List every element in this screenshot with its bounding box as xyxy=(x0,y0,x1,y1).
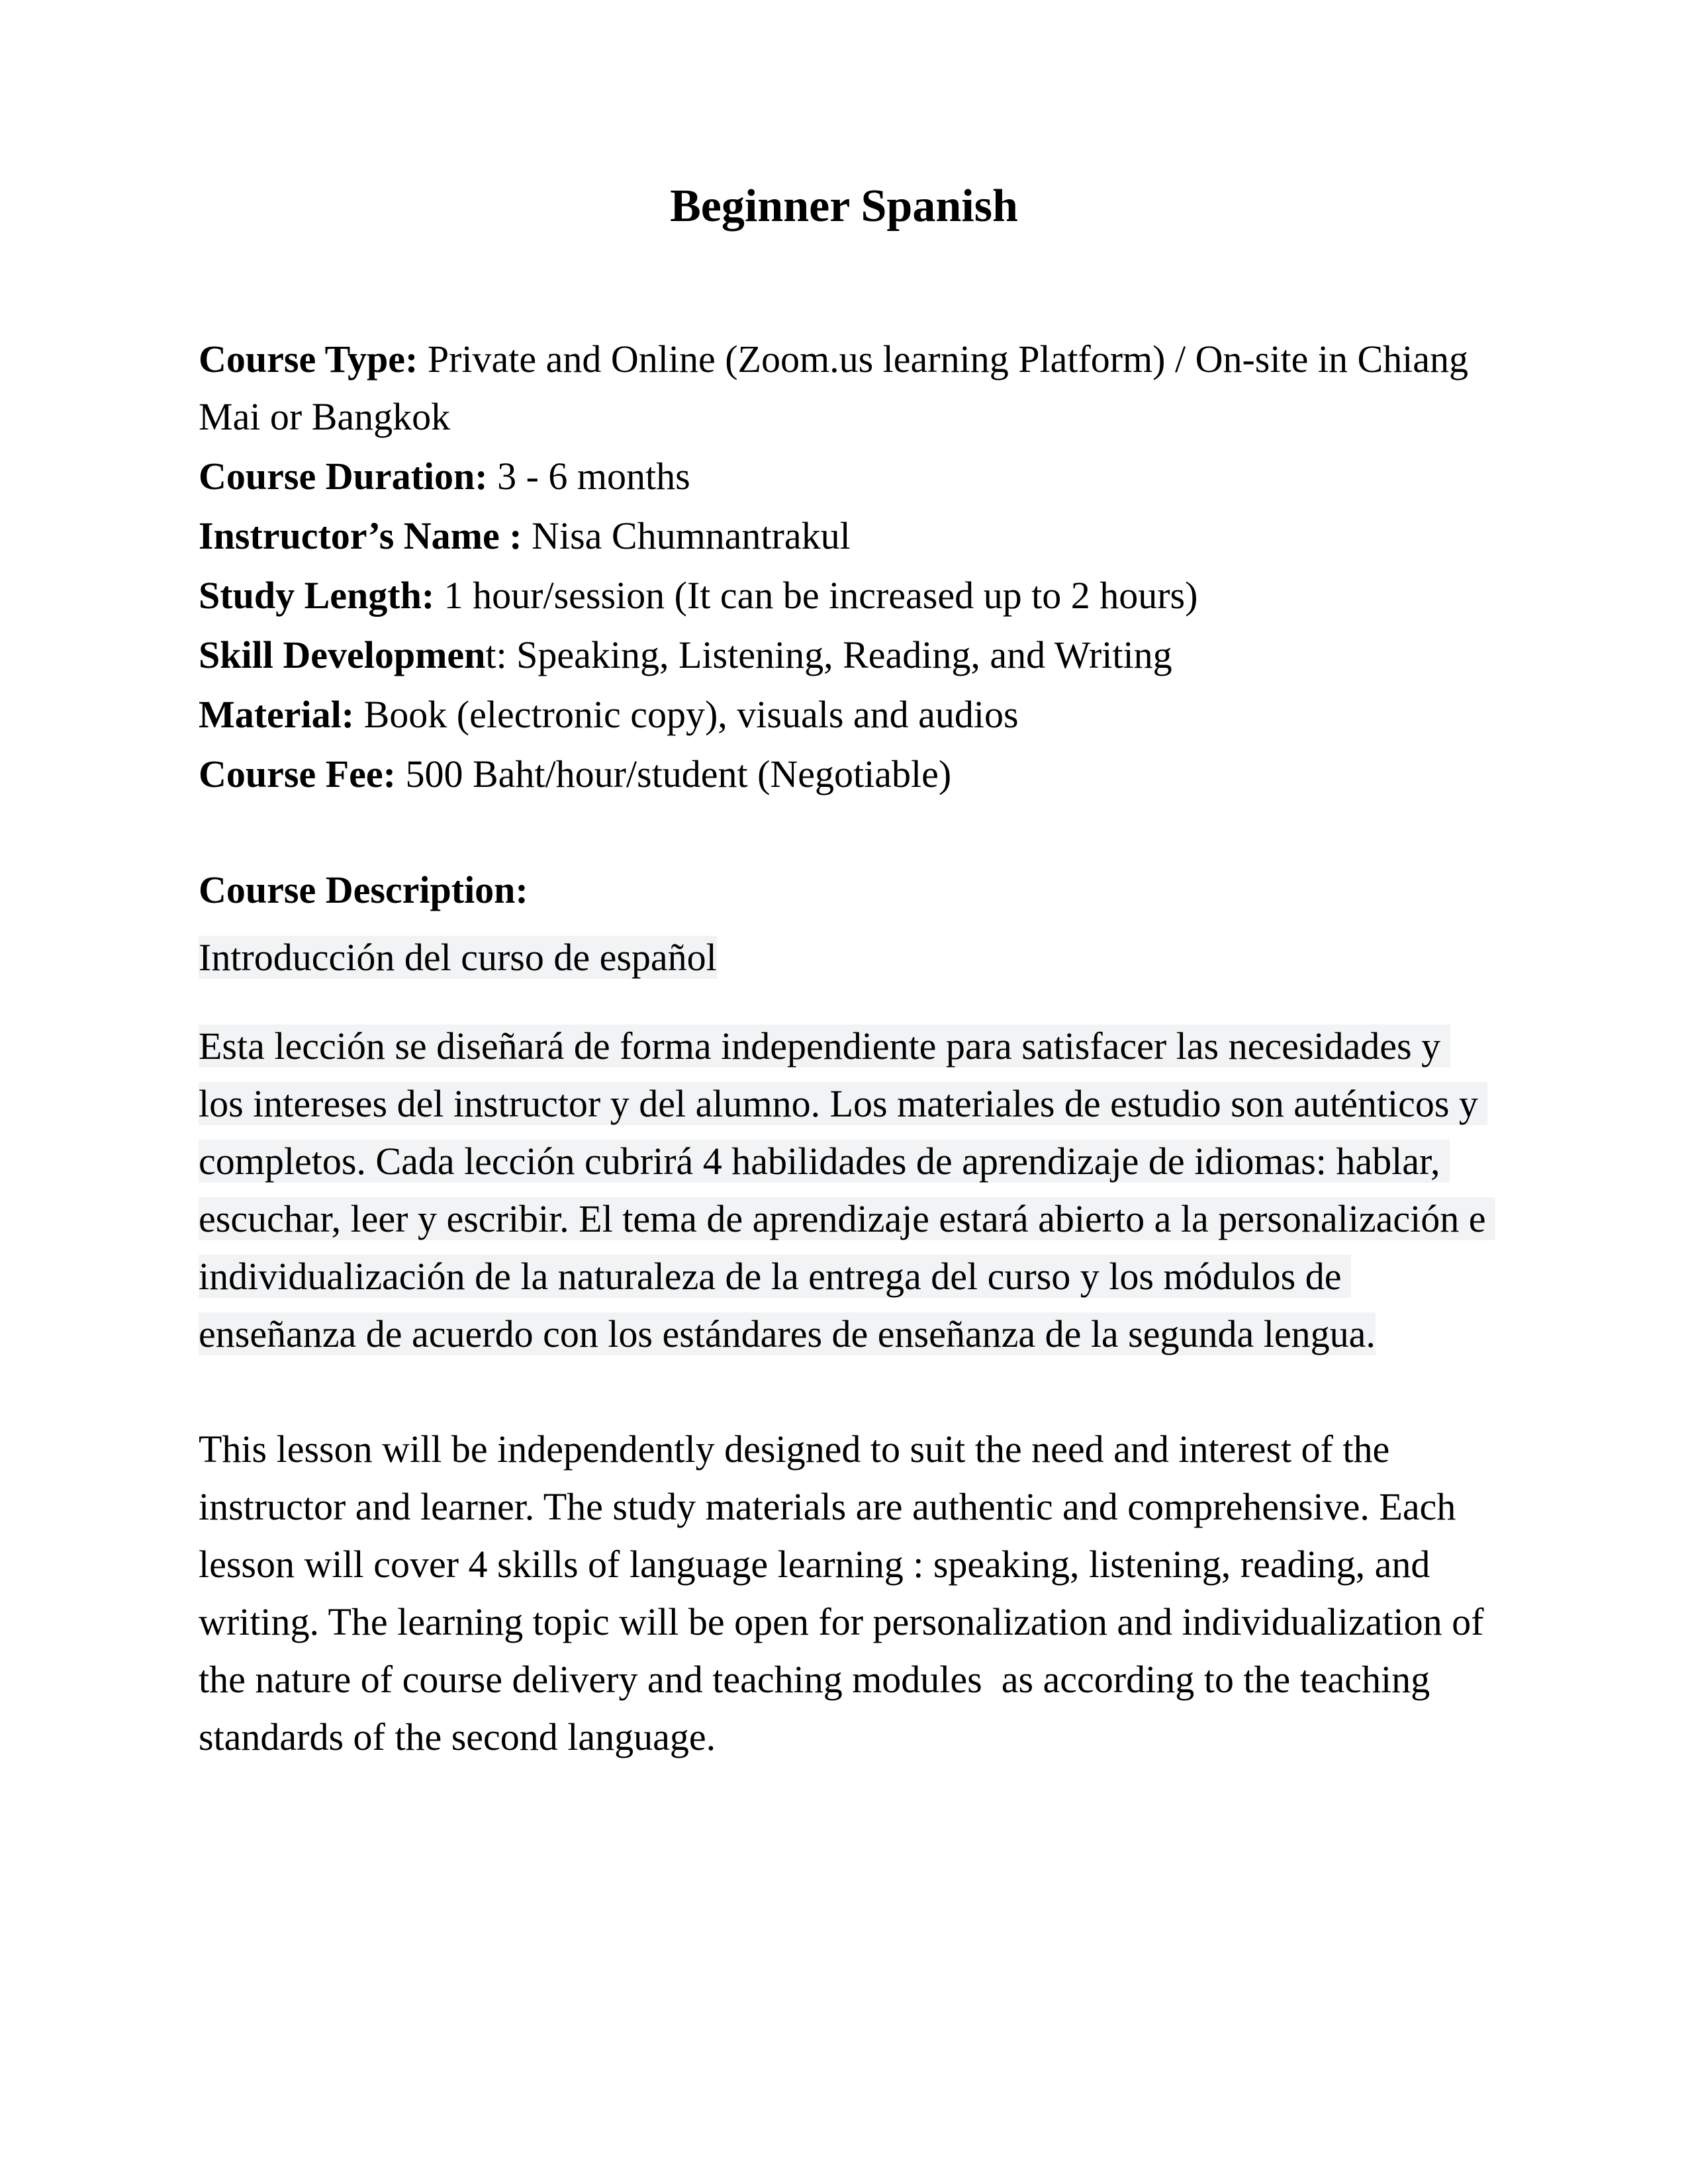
field-label: Study Length: xyxy=(199,574,435,617)
field-value: t: Speaking, Listening, Reading, and Writing xyxy=(485,633,1172,676)
field-value: Nisa Chumnantrakul xyxy=(522,514,851,557)
field-course-type xyxy=(199,330,1489,445)
field-instructor-name xyxy=(199,507,1489,565)
course-description-spanish xyxy=(199,1017,1495,1363)
field-label: Course Fee: xyxy=(199,752,396,796)
field-value: Book (electronic copy), visuals and audios xyxy=(354,693,1019,736)
course-intro-spanish xyxy=(199,929,1489,986)
field-label: Course Description: xyxy=(199,868,528,911)
field-label: Skill Developmen xyxy=(199,633,486,676)
highlighted-text: Introducción del curso de español xyxy=(199,936,717,979)
page-title: Beginner Spanish xyxy=(670,181,1018,232)
field-label: Instructor’s Name : xyxy=(199,514,522,557)
field-material xyxy=(199,686,1489,743)
field-label: Course Duration: xyxy=(199,455,488,498)
field-course-description-heading xyxy=(199,861,1489,919)
field-value: Private and Online (Zoom.us learning Platform) / On-site in Chiang Mai or Bangkok xyxy=(199,338,1478,438)
field-label: Material: xyxy=(199,693,355,736)
field-study-length xyxy=(199,567,1489,624)
field-skill-development xyxy=(199,626,1489,684)
highlighted-text: Esta lección se diseñará de forma independiente para satisfacer las necesidades y los intereses del instructor y del alumno. Los materiales de estudio son auténticos y completos. Cada lección cubrirá 4 habilidades de aprendizaje de idiomas: hablar, escuchar, leer y escribir. El tema de aprendizaje estará abierto a la personalización e individualización de la naturaleza de la entrega del curso y los módulos de enseñanza de acuerdo con los estándares de enseñanza de la segunda lengua. xyxy=(199,1024,1495,1355)
field-course-fee xyxy=(199,745,1489,803)
field-value: 1 hour/session (It can be increased up to 2 hours) xyxy=(434,574,1198,617)
field-course-duration xyxy=(199,447,1489,505)
field-label: Course Type: xyxy=(199,338,418,381)
course-description-english: This lesson will be independently designed to suit the need and interest of the instructor and learner. The study materials are authentic and comprehensive. Each lesson will cover 4 skills of language learning : speaking, listening, reading, and writing. The learning topic will be open for personalization and individualization of the nature of course delivery and teaching modules as according to the teaching standards of the second language. xyxy=(199,1428,1493,1758)
field-value: 3 - 6 months xyxy=(487,455,690,498)
field-value: 500 Baht/hour/student (Negotiable) xyxy=(395,752,952,796)
